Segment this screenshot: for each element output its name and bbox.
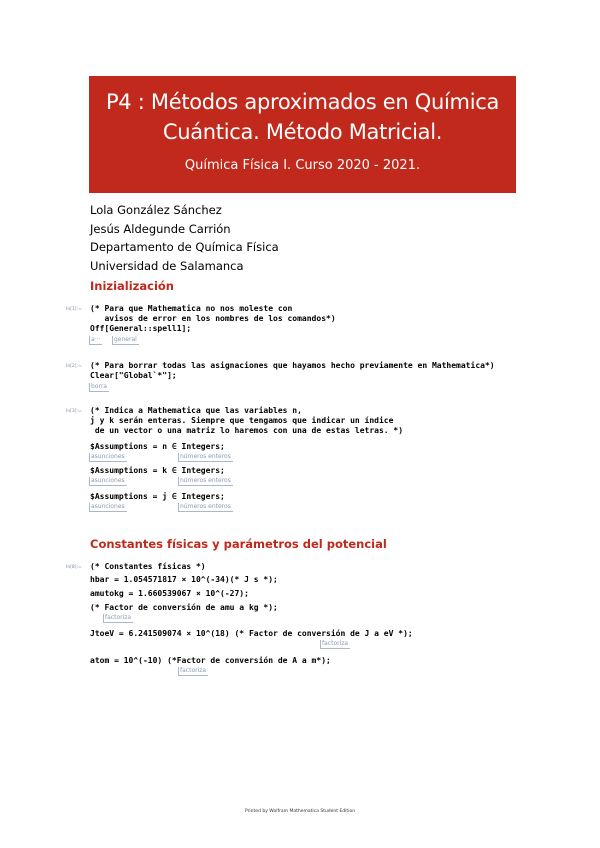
suggestion-general[interactable]: general	[114, 336, 137, 343]
cell-in3-assumption-j[interactable]: $Assumptions = j ∈ Integers;	[90, 492, 225, 501]
section-heading-initialization: Inizialización	[90, 279, 174, 293]
suggestion-factoriza-3[interactable]: factoriza	[180, 667, 207, 674]
cell-in3-assumption-k[interactable]: $Assumptions = k ∈ Integers;	[90, 466, 225, 475]
subtitle: Química Física I. Curso 2020 - 2021.	[184, 158, 421, 173]
cell-in8-amu-comment[interactable]: (* Factor de conversión de amu a kg *);	[90, 603, 278, 612]
title-line-2: Cuántica. Método Matricial.	[162, 120, 443, 144]
cell-in3-assumption-n[interactable]: $Assumptions = n ∈ Integers;	[90, 442, 225, 451]
author-1: Lola González Sánchez	[90, 203, 222, 217]
title-banner	[89, 76, 516, 193]
cell-in1-code[interactable]: (* Para que Mathematica no nos moleste con avisos de error en los nombres de los comandos*) Off[General::spell1];	[90, 304, 336, 333]
suggestion-asunciones-2[interactable]: asunciones	[91, 477, 125, 484]
university: Universidad de Salamanca	[90, 258, 244, 273]
cell-label-in3: In[3]:=	[66, 409, 82, 414]
cell-in8-atom[interactable]: atom = 10^(-10) (*Factor de conversión de A a m*);	[90, 656, 331, 665]
suggestion-enteros-2[interactable]: números enteros	[180, 477, 231, 484]
suggestion-factoriza-2[interactable]: factoriza	[322, 640, 349, 647]
cell-in8-hbar[interactable]: hbar = 1.054571817 × 10^(-34)(* J s *);	[90, 575, 278, 584]
title-line-1: P4 : Métodos aproximados en Química	[105, 90, 500, 114]
suggestion-asunciones-3[interactable]: asunciones	[91, 503, 125, 510]
suggestion-enteros-1[interactable]: números enteros	[180, 453, 231, 460]
print-footer: Printed by Wolfram Mathematica Student Edition	[244, 809, 356, 814]
cell-in8-amutokg[interactable]: amutokg = 1.660539067 × 10^(-27);	[90, 589, 249, 598]
department: Departamento de Química Física	[90, 240, 279, 254]
author-2: Jesús Aldegunde Carrión	[90, 221, 231, 236]
cell-in8-comment[interactable]: (* Constantes físicas *)	[90, 562, 206, 571]
suggestion-enteros-3[interactable]: números enteros	[180, 503, 231, 510]
authors-block	[90, 201, 279, 275]
suggestion-asunciones-1[interactable]: asunciones	[91, 453, 125, 460]
cell-label-in1: In[1]:=	[66, 307, 82, 312]
cell-in2-code[interactable]: (* Para borrar todas las asignaciones que hayamos hecho previamente en Mathematica*) Clear["Global`*"];	[90, 361, 495, 380]
cell-label-in2: In[2]:=	[66, 364, 82, 369]
suggestion-borra[interactable]: borra	[91, 383, 107, 390]
cell-in8-jtoev[interactable]: JtoeV = 6.241509074 × 10^(18) (* Factor de conversión de J a eV *);	[90, 629, 413, 638]
cell-in3-comment[interactable]: (* Indica a Mathematica que las variables n, j y k serán enteras. Siempre que tengamos que indicar un índice de un vector o una matriz lo haremos con una de estas letras. *)	[90, 406, 404, 435]
suggestion-factoriza-1[interactable]: factoriza	[105, 614, 132, 621]
section-heading-constants: Constantes físicas y parámetros del potencial	[90, 537, 387, 551]
cell-label-in8: In[8]:=	[66, 565, 82, 570]
suggestion-a[interactable]: a···	[91, 336, 101, 343]
